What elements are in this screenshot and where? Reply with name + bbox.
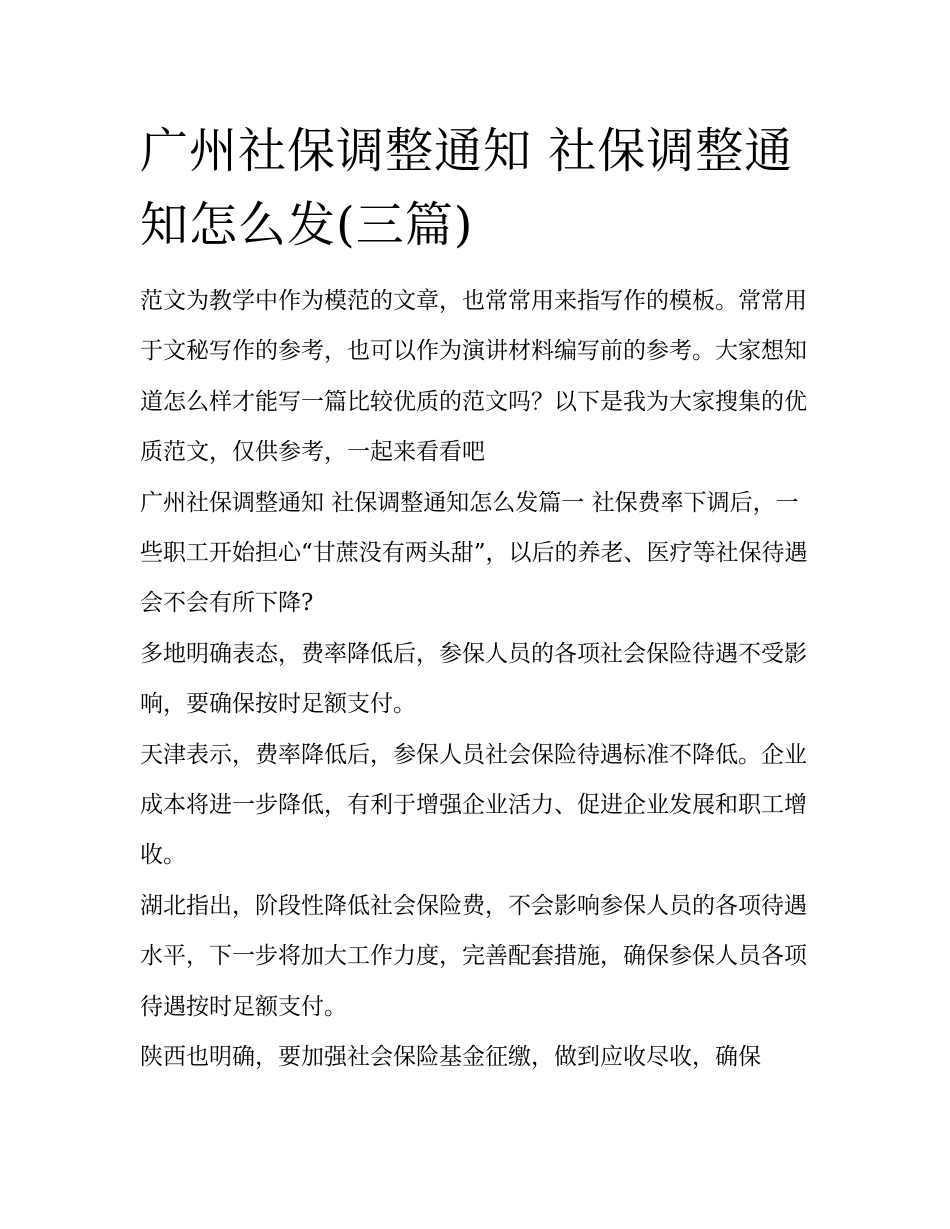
paragraph-tianjin: 天津表示，费率降低后，参保人员社会保险待遇标准不降低。企业成本将进一步降低，有利于增强企业活力、促进企业发展和职工增收。 <box>140 741 807 869</box>
paragraph-intro: 范文为教学中作为模范的文章，也常常用来指写作的模板。常常用于文秘写作的参考，也可以作为演讲材料编写前的参考。大家想知道怎么样才能写一篇比较优质的范文吗？以下是我为大家搜集的优质范文，仅供参考，一起来看看吧 <box>140 288 807 466</box>
paragraph-regions-statement: 多地明确表态，费率降低后，参保人员的各项社会保险待遇不受影响，要确保按时足额支付。 <box>140 640 807 718</box>
paragraph-notice-part-one: 广州社保调整通知 社保调整通知怎么发篇一 社保费率下调后，一些职工开始担心“甘蔗没有两头甜”，以后的养老、医疗等社保待遇会不会有所下降? <box>140 489 808 617</box>
document-title: 广州社保调整通知 社保调整通知怎么发(三篇) <box>140 123 794 253</box>
document-body <box>140 276 820 1083</box>
paragraph-shaanxi: 陕西也明确，要加强社会保险基金征缴，做到应收尽收，确保 <box>140 1044 761 1071</box>
paragraph-hubei: 湖北指出，阶段性降低社会保险费，不会影响参保人员的各项待遇水平，下一步将加大工作力度，完善配套措施，确保参保人员各项待遇按时足额支付。 <box>140 892 807 1020</box>
